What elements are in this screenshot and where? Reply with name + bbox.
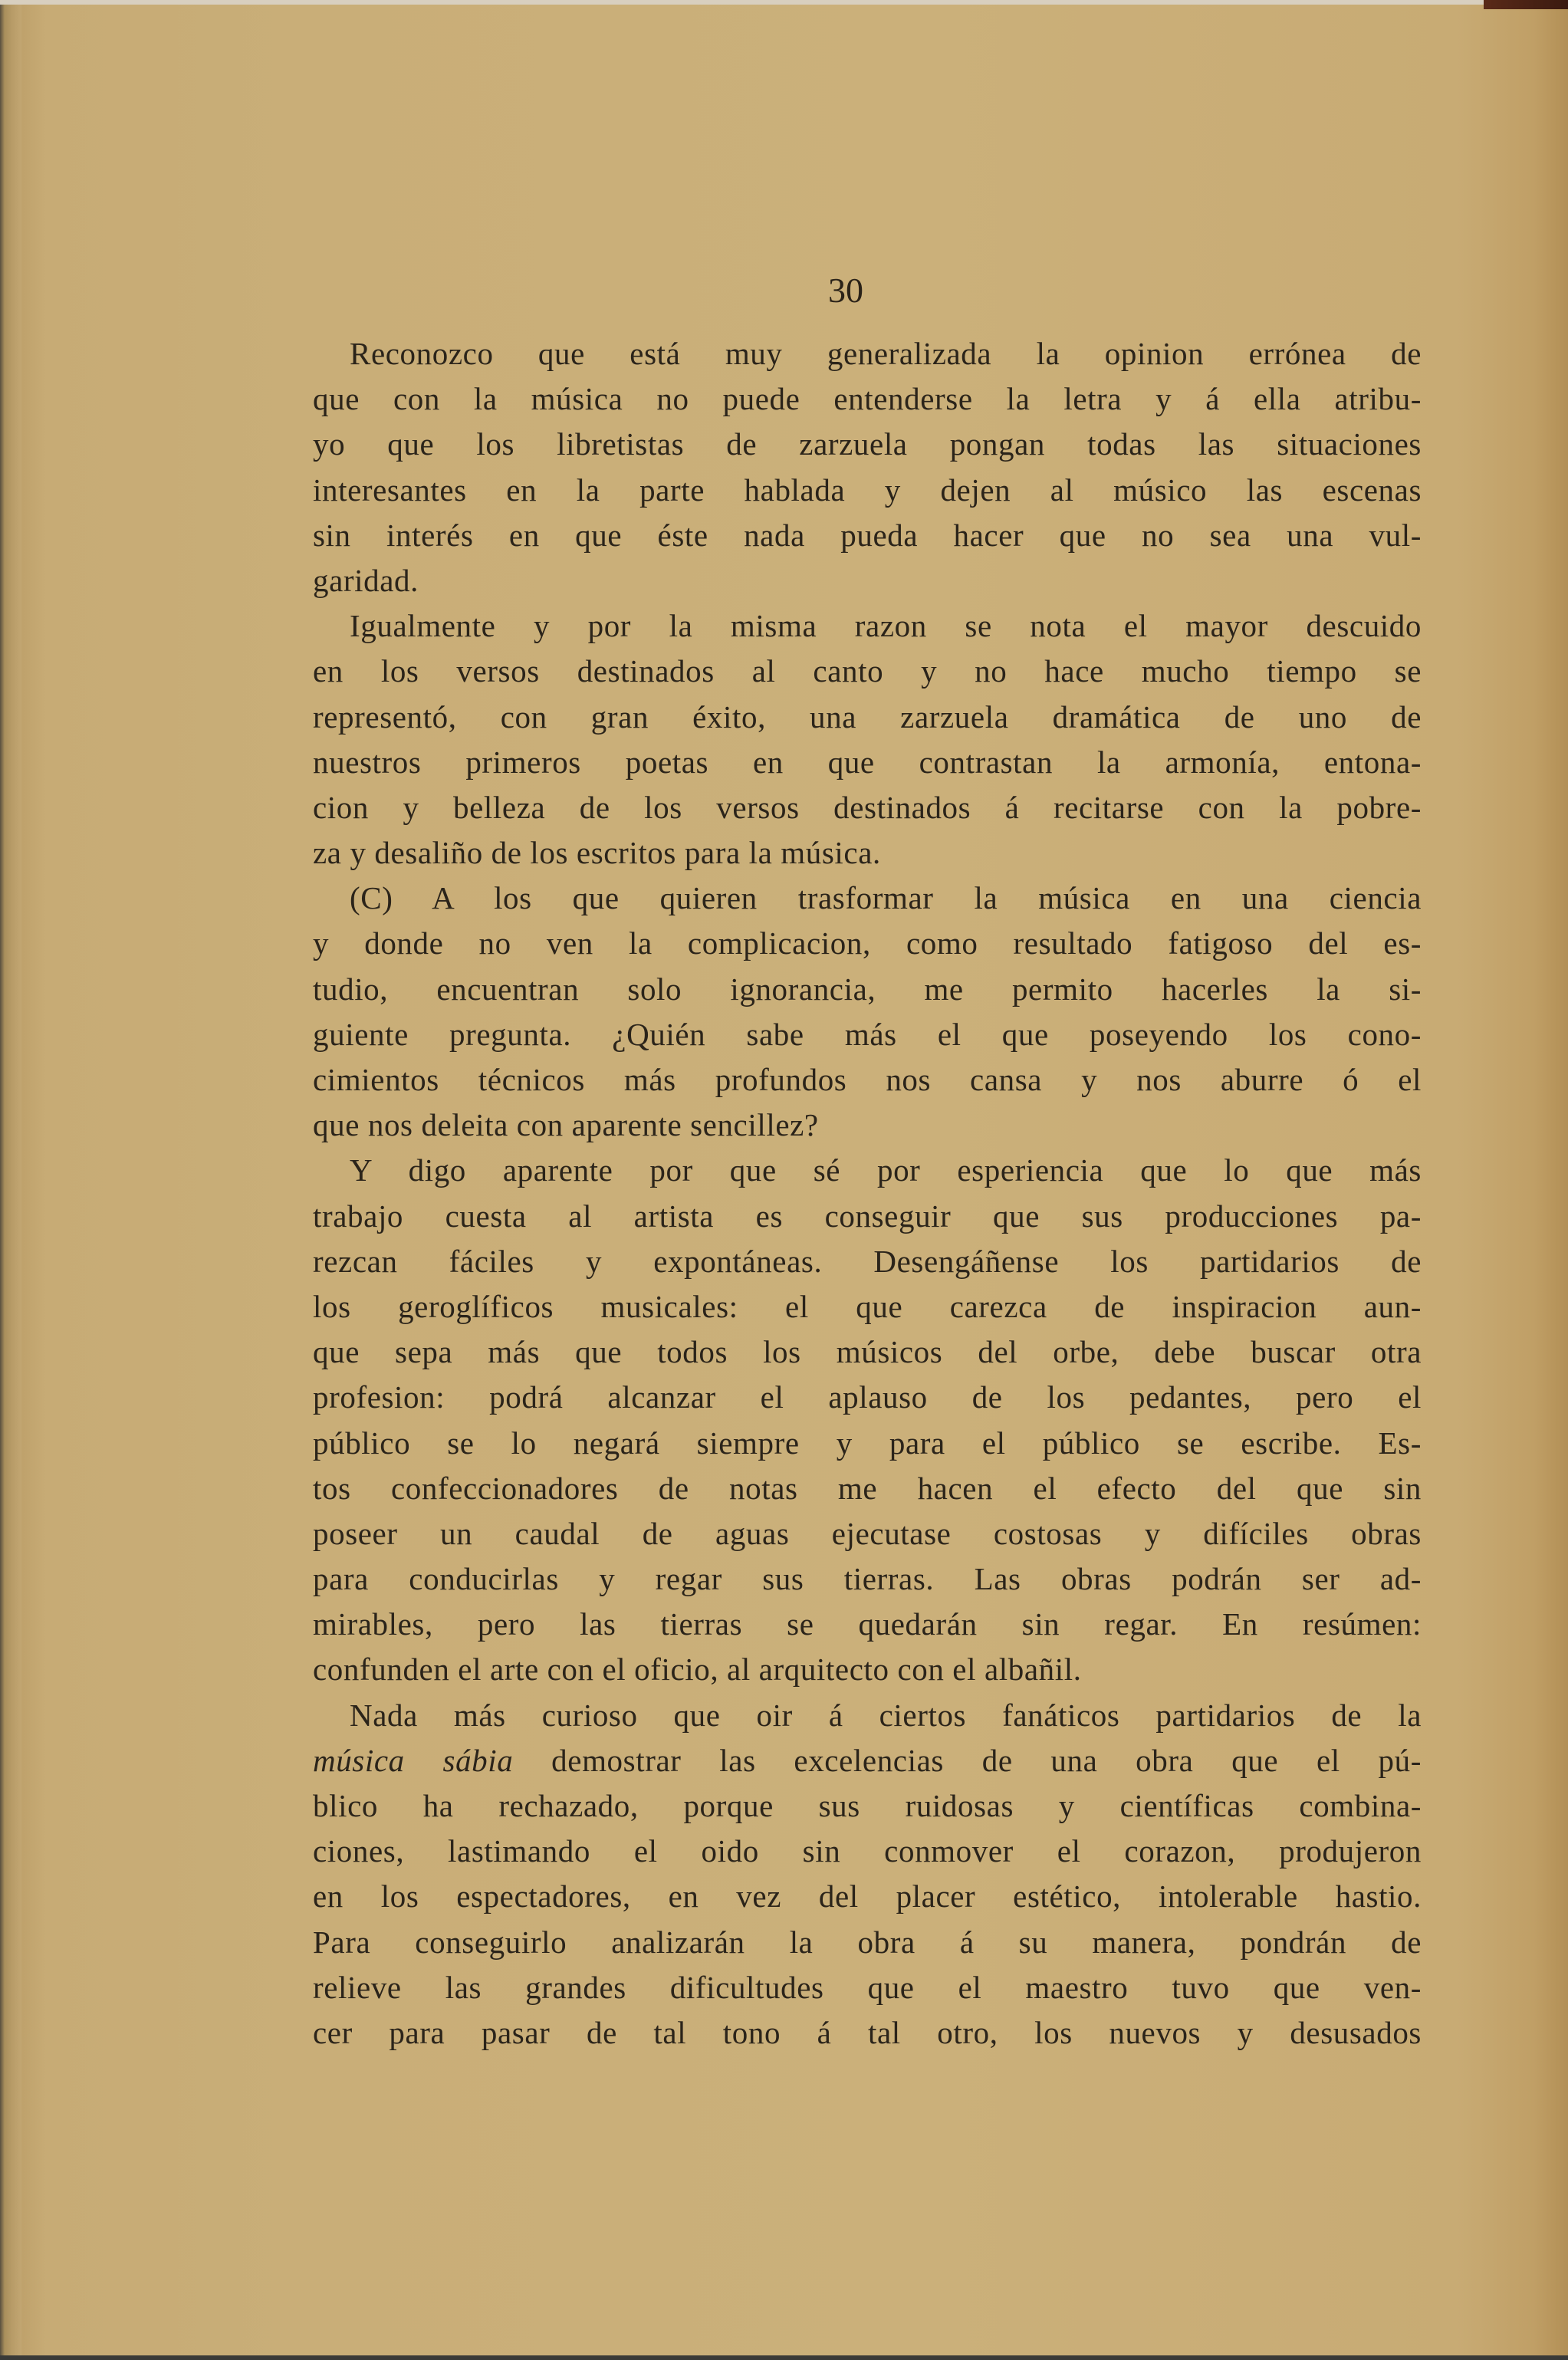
text-line: mirables, pero las tierras se quedarán sin regar. En resúmen: <box>313 1606 1422 1642</box>
text-line: en los versos destinados al canto y no hace mucho tiempo se <box>313 653 1422 689</box>
body-text <box>313 331 1422 2056</box>
text-line-rest: demostrar las excelencias de una obra que el pú- <box>551 1742 1422 1778</box>
text-line: sin interés en que éste nada pueda hacer que no sea una vul- <box>313 517 1422 553</box>
text-line: profesion: podrá alcanzar el aplauso de los pedantes, pero el <box>313 1379 1422 1415</box>
text-line: que nos deleita con aparente sencillez? <box>313 1107 819 1143</box>
text-line: confunden el arte con el oficio, al arquitecto con el albañil. <box>313 1652 1082 1688</box>
text-line: (C) A los que quieren trasformar la música en una ciencia <box>350 880 1422 916</box>
paragraph <box>313 1148 1422 1692</box>
text-line: relieve las grandes dificultudes que el maestro tuvo que ven- <box>313 1969 1422 2005</box>
text-line: que sepa más que todos los músicos del orbe, debe buscar otra <box>313 1334 1422 1370</box>
text-line: poseer un caudal de aguas ejecutase costosas y difíciles obras <box>313 1515 1422 1551</box>
text-line: representó, con gran éxito, una zarzuela dramática de uno de <box>313 698 1422 735</box>
text-line: tudio, encuentran solo ignorancia, me permito hacerles la si- <box>313 971 1422 1007</box>
text-line: para conducirlas y regar sus tierras. Las obras podrán ser ad- <box>313 1561 1422 1597</box>
text-line: za y desaliño de los escritos para la música. <box>313 835 881 871</box>
page-top-edge <box>0 0 1568 5</box>
text-line: Y digo aparente por que sé por esperiencia que lo que más <box>350 1152 1422 1188</box>
page-number: 30 <box>828 271 863 310</box>
text-line: en los espectadores, en vez del placer estético, intolerable hastio. <box>313 1878 1422 1915</box>
text-line: cimientos técnicos más profundos nos cansa y nos aburre ó el <box>313 1062 1422 1097</box>
text-line: ciones, lastimando el oido sin conmover el corazon, produjeron <box>313 1833 1422 1869</box>
text-line: nuestros primeros poetas en que contrastan la armonía, entona- <box>313 744 1422 780</box>
text-line: rezcan fáciles y expontáneas. Desengáñense los partidarios de <box>313 1243 1422 1279</box>
text-line: trabajo cuesta al artista es conseguir que sus producciones pa- <box>313 1198 1422 1234</box>
text-line: blico ha rechazado, porque sus ruidosas y científicas combina- <box>313 1788 1422 1823</box>
text-line: Nada más curioso que oir á ciertos fanáticos partidarios de la <box>350 1697 1422 1733</box>
text-line: cer para pasar de tal tono á tal otro, los nuevos y desusados <box>313 2014 1422 2050</box>
page-bottom-edge <box>0 2355 1568 2360</box>
paragraph <box>313 331 1422 603</box>
paragraph <box>313 1693 1422 2056</box>
text-line: yo que los libretistas de zarzuela pongan todas las situaciones <box>313 426 1422 462</box>
text-line: los geroglíficos musicales: el que carezca de inspiracion aun- <box>313 1288 1422 1324</box>
paragraph <box>313 876 1422 1148</box>
paragraph <box>313 603 1422 876</box>
text-line: público se lo negará siempre y para el público se escribe. Es- <box>313 1425 1422 1461</box>
text-line: Reconozco que está muy generalizada la opinion errónea de <box>350 336 1422 371</box>
text-line: Para conseguirlo analizarán la obra á su manera, pondrán de <box>313 1924 1422 1960</box>
text-line: que con la música no puede entenderse la letra y á ella atribu- <box>313 381 1422 417</box>
text-line: interesantes en la parte hablada y dejen al músico las escenas <box>313 472 1422 508</box>
text-line-with-italic <box>313 1738 1422 1783</box>
page-spine-edge <box>0 0 21 2360</box>
italic-phrase: música sábia <box>313 1742 514 1778</box>
text-line: tos confeccionadores de notas me hacen el efecto del que sin <box>313 1470 1422 1506</box>
binding-corner <box>1484 0 1568 9</box>
text-line: y donde no ven la complicacion, como resultado fatigoso del es- <box>313 925 1422 961</box>
text-line: garidad. <box>313 562 419 598</box>
text-line: cion y belleza de los versos destinados á recitarse con la pobre- <box>313 789 1422 825</box>
text-line: guiente pregunta. ¿Quién sabe más el que poseyendo los cono- <box>313 1016 1422 1052</box>
text-line: Igualmente y por la misma razon se nota el mayor descuido <box>350 608 1422 644</box>
